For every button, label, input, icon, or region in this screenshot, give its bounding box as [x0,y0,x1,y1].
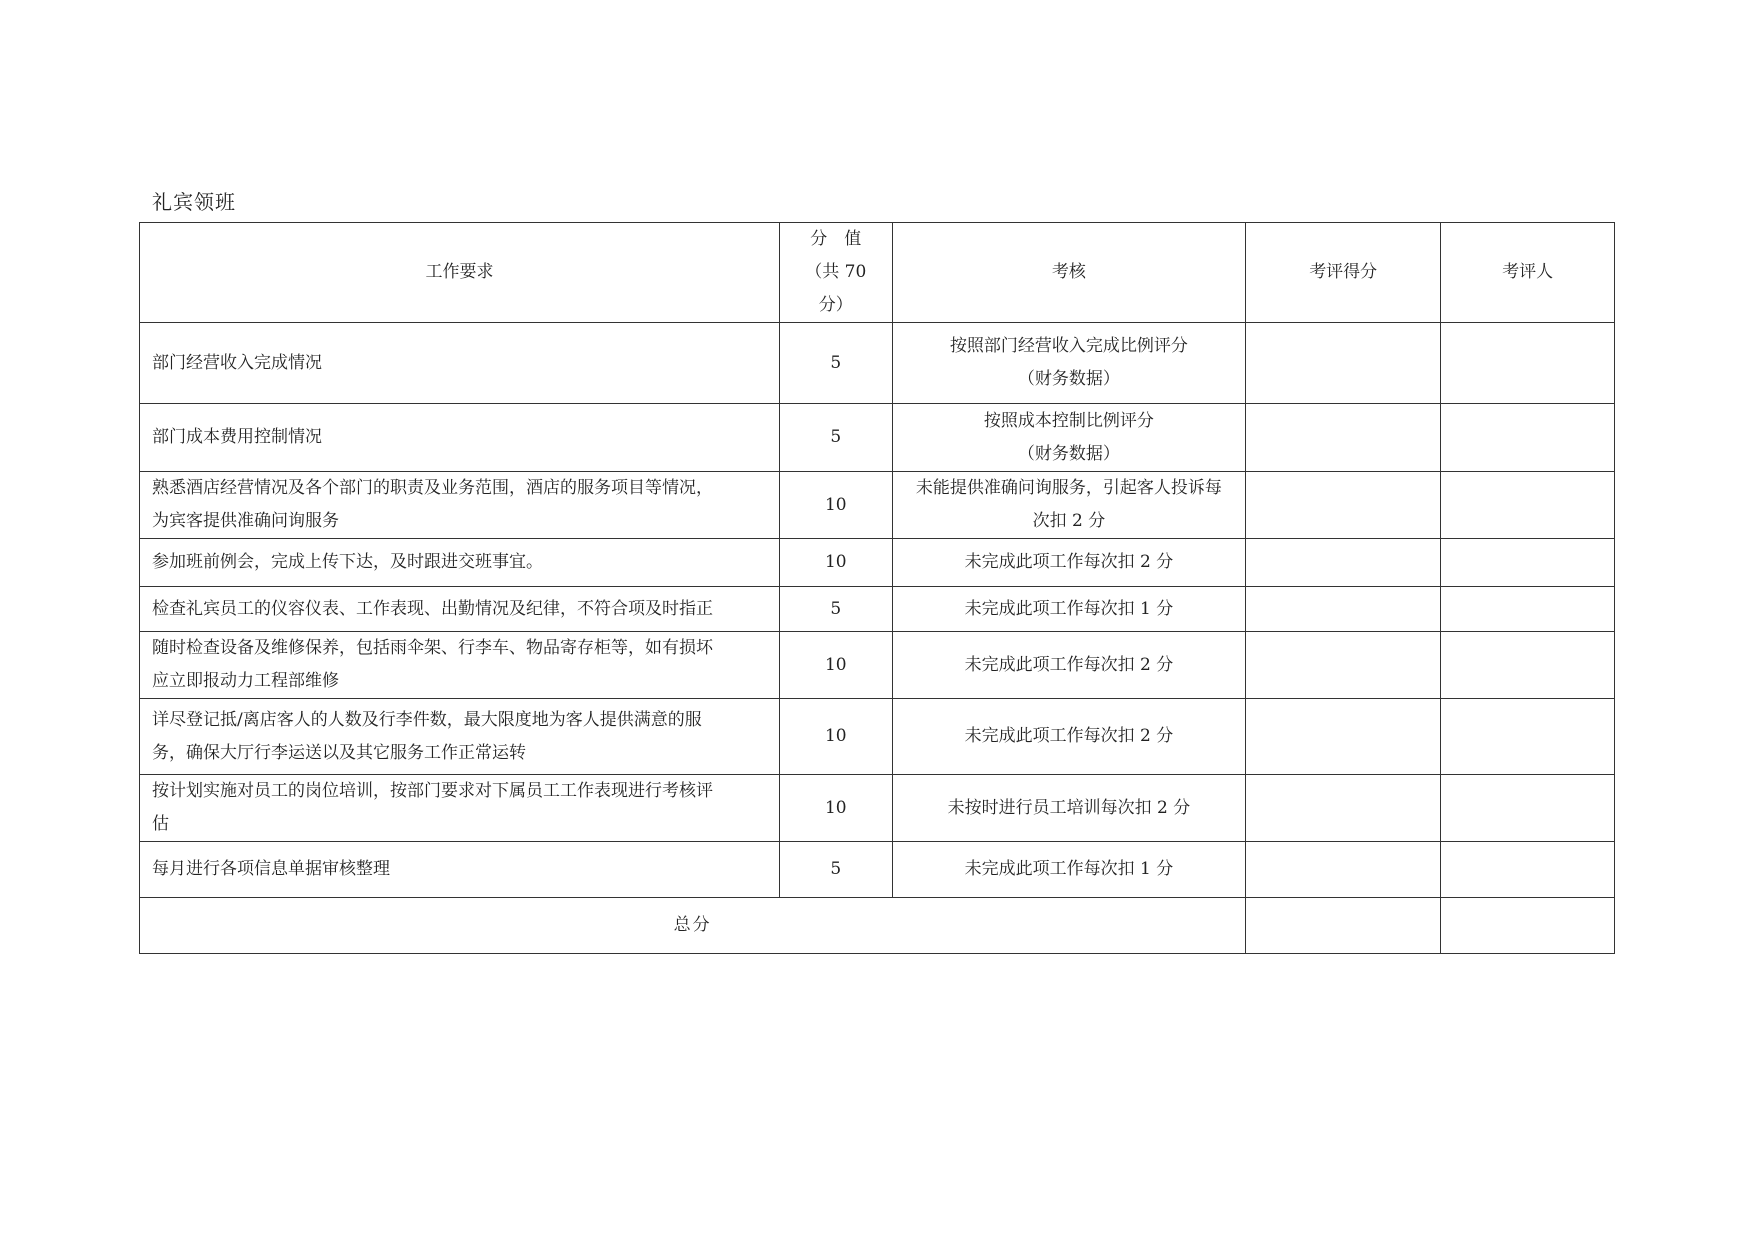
table-row [140,323,1615,404]
requirement-text: 熟悉酒店经营情况及各个部门的职责及业务范围，酒店的服务项目等情况， [152,478,713,498]
check-text: 次扣 2 分 [1032,511,1106,531]
requirement-cell [140,699,780,775]
header-score [780,223,893,323]
score-cell: 5 [780,404,893,472]
check-text: 按照成本控制比例评分 [983,410,1154,431]
requirement-cell [140,323,780,404]
document-title: 礼宾领班 [152,190,236,214]
header-score-label: 分 值 [810,229,862,249]
requirement-text: 按计划实施对员工的岗位培训，按部门要求对下属员工工作表现进行考核评 [152,781,713,801]
check-cell [892,404,1246,472]
requirement-cell [140,404,780,472]
requirement-cell [140,587,780,632]
check-text: 未完成此项工作每次扣 2 分 [964,654,1174,675]
eval-score-cell[interactable] [1246,404,1441,472]
requirement-text: 估 [152,814,169,834]
eval-score-cell[interactable] [1246,632,1441,699]
check-cell [892,472,1246,539]
check-cell [892,323,1246,404]
check-text: 未按时进行员工培训每次扣 2 分 [947,797,1191,818]
table-row [140,587,1615,632]
score-cell: 5 [780,587,893,632]
evaluator-cell[interactable] [1441,775,1615,842]
check-text: 按照部门经营收入完成比例评分 [949,336,1188,356]
check-text: 未完成此项工作每次扣 2 分 [964,552,1174,572]
score-cell: 10 [780,472,893,539]
check-text: 未完成此项工作每次扣 1 分 [964,859,1174,879]
check-text: 未能提供准确问询服务，引起客人投诉每 [915,478,1222,498]
score-cell: 5 [780,323,893,404]
eval-score-cell[interactable] [1246,323,1441,404]
requirement-text: 为宾客提供准确问询服务 [152,511,339,531]
check-text: （财务数据） [1017,443,1120,464]
evaluator-cell[interactable] [1441,404,1615,472]
eval-score-cell[interactable] [1246,775,1441,842]
header-score-total: （共 70 分） [805,262,867,315]
eval-score-cell[interactable] [1246,539,1441,587]
check-cell [892,539,1246,587]
header-eval-score: 考评得分 [1246,223,1441,323]
check-cell [892,632,1246,699]
header-row [140,223,1615,323]
check-cell [892,775,1246,842]
check-text: 未完成此项工作每次扣 2 分 [964,726,1174,746]
requirement-cell [140,775,780,842]
eval-score-cell[interactable] [1246,472,1441,539]
score-cell: 10 [780,775,893,842]
table-body [140,323,1615,898]
requirement-text: 检查礼宾员工的仪容仪表、工作表现、出勤情况及纪律，不符合项及时指正 [152,598,713,619]
table-row [140,472,1615,539]
requirement-text: 随时检查设备及维修保养，包括雨伞架、行李车、物品寄存柜等，如有损坏 [152,638,713,658]
check-text: （财务数据） [1017,369,1120,389]
score-cell: 10 [780,632,893,699]
requirement-cell [140,632,780,699]
table-row [140,539,1615,587]
requirement-text: 务，确保大厅行李运送以及其它服务工作正常运转 [152,742,526,763]
requirement-text: 应立即报动力工程部维修 [152,671,339,691]
total-evaluator-cell[interactable] [1441,898,1615,954]
check-cell [892,842,1246,898]
eval-score-cell[interactable] [1246,842,1441,898]
evaluator-cell[interactable] [1441,539,1615,587]
table-row [140,632,1615,699]
check-cell [892,587,1246,632]
eval-score-cell[interactable] [1246,699,1441,775]
requirement-text: 部门成本费用控制情况 [152,427,322,447]
total-label: 总分 [140,898,1246,954]
requirement-cell [140,539,780,587]
check-text: 未完成此项工作每次扣 1 分 [964,598,1174,619]
header-evaluator: 考评人 [1441,223,1615,323]
table-row [140,404,1615,472]
total-row [140,898,1615,954]
evaluator-cell[interactable] [1441,587,1615,632]
requirement-text: 每月进行各项信息单据审核整理 [152,859,390,879]
evaluator-cell[interactable] [1441,842,1615,898]
requirement-text: 参加班前例会，完成上传下达，及时跟进交班事宜。 [152,552,543,572]
score-cell: 5 [780,842,893,898]
table-row [140,699,1615,775]
requirement-text: 部门经营收入完成情况 [152,352,322,373]
header-requirement: 工作要求 [140,223,780,323]
check-cell [892,699,1246,775]
evaluator-cell[interactable] [1441,632,1615,699]
requirement-cell [140,472,780,539]
requirement-text: 详尽登记抵/离店客人的人数及行李件数，最大限度地为客人提供满意的服 [152,709,702,730]
score-cell: 10 [780,699,893,775]
header-check: 考核 [892,223,1246,323]
total-eval-score-cell[interactable] [1246,898,1441,954]
score-cell: 10 [780,539,893,587]
evaluation-table [139,222,1615,954]
eval-score-cell[interactable] [1246,587,1441,632]
requirement-cell [140,842,780,898]
evaluator-cell[interactable] [1441,699,1615,775]
evaluator-cell[interactable] [1441,472,1615,539]
table-row [140,775,1615,842]
table-row [140,842,1615,898]
evaluator-cell[interactable] [1441,323,1615,404]
